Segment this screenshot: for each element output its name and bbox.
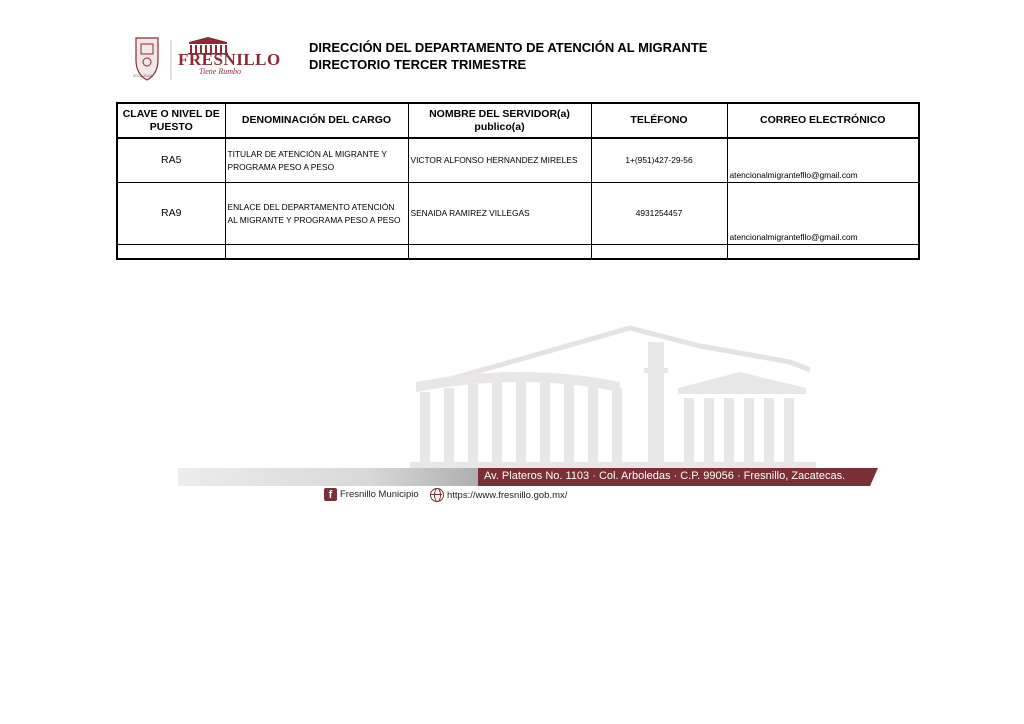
facebook-icon: f (324, 488, 337, 501)
cell-empty (408, 245, 591, 260)
directory-table (116, 102, 920, 260)
cell-telefono: 4931254457 (591, 183, 727, 245)
table-row (117, 138, 919, 183)
logo-slogan: Tiene Rumbo (199, 67, 241, 76)
table-header-row (117, 103, 919, 138)
document-header (309, 39, 707, 73)
cell-nombre: SENAIDA RAMIREZ VILLEGAS (408, 183, 591, 245)
cell-empty (117, 245, 225, 260)
globe-icon (430, 488, 444, 502)
header-correo: CORREO ELECTRÓNICO (727, 103, 919, 138)
cell-correo: atencionalmigrantefllo@gmail.com (727, 183, 919, 245)
facebook-link[interactable] (324, 488, 419, 501)
cell-empty (225, 245, 408, 260)
website-label: https://www.fresnillo.gob.mx/ (447, 489, 568, 501)
cell-nombre: VICTOR ALFONSO HERNANDEZ MIRELES (408, 138, 591, 183)
header-nombre: NOMBRE DEL SERVIDOR(a) publico(a) (408, 103, 591, 138)
header-subtitle: DIRECTORIO TERCER TRIMESTRE (309, 57, 527, 72)
footer-band (178, 468, 846, 486)
logo-years: 2021-2024 (133, 73, 153, 78)
header-telefono: TELÉFONO (591, 103, 727, 138)
cell-correo: atencionalmigrantefllo@gmail.com (727, 138, 919, 183)
table-row-empty (117, 245, 919, 260)
table-row (117, 183, 919, 245)
cell-clave: RA9 (117, 183, 225, 245)
facebook-label: Fresnillo Municipio (340, 489, 419, 500)
logo-name: FRESNILLO (178, 50, 281, 69)
cell-cargo: ENLACE DEL DEPARTAMENTO ATENCIÓN AL MIGRANTE Y PROGRAMA PESO A PESO (225, 183, 408, 245)
header-cargo: DENOMINACIÓN DEL CARGO (225, 103, 408, 138)
footer-address: Av. Plateros No. 1103 · Col. Arboledas · C.P. 99056 · Fresnillo, Zacatecas. (484, 470, 846, 482)
cell-empty (727, 245, 919, 260)
website-link[interactable] (430, 488, 567, 502)
building-watermark (410, 322, 816, 472)
cell-cargo: TITULAR DE ATENCIÓN AL MIGRANTE Y PROGRAMA PESO A PESO (225, 138, 408, 183)
cell-telefono: 1+(951)427-29-56 (591, 138, 727, 183)
cell-clave: RA5 (117, 138, 225, 183)
cell-empty (591, 245, 727, 260)
header-clave: CLAVE O NIVEL DE PUESTO (117, 103, 225, 138)
header-title: DIRECCIÓN DEL DEPARTAMENTO DE ATENCIÓN AL MIGRANTE (309, 40, 708, 55)
